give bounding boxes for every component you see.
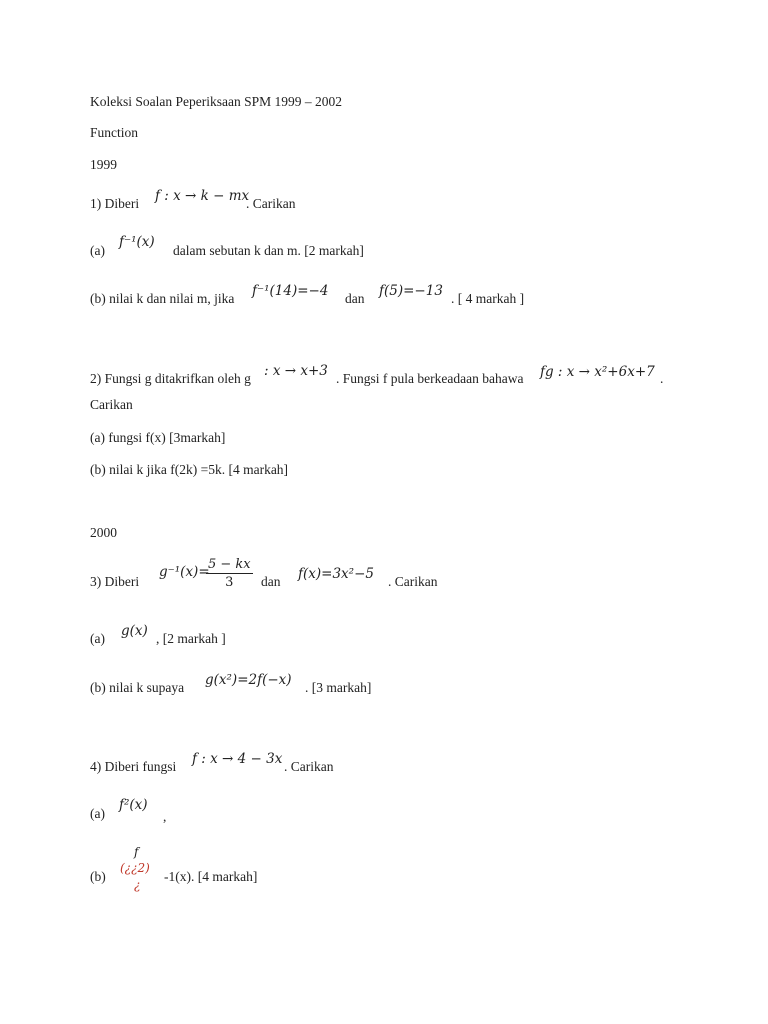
q3-label: 3) Diberi xyxy=(90,574,140,589)
q4a-label: (a) xyxy=(90,806,105,821)
q1a-expr: f⁻¹(x) xyxy=(119,234,155,250)
q2-expr2: fg : x → x²+6x+7 xyxy=(540,364,655,380)
q1-after: . Carikan xyxy=(246,196,296,211)
q1a-label: (a) xyxy=(90,243,105,258)
q2a-text: (a) fungsi f(x) [3markah] xyxy=(90,430,226,445)
q2-expr1: : x → x+3 xyxy=(264,363,328,379)
q3a-label: (a) xyxy=(90,631,105,646)
q4-label: 4) Diberi fungsi xyxy=(90,759,177,774)
q3-fexpr: f(x)=3x²−5 xyxy=(298,566,374,582)
q1-label: 1) Diberi xyxy=(90,196,140,211)
q1b-label: (b) nilai k dan nilai m, jika xyxy=(90,291,235,306)
q3-ginv: g⁻¹(x)= xyxy=(159,564,210,580)
q2-carikan: Carikan xyxy=(90,397,133,412)
document-title: Koleksi Soalan Peperiksaan SPM 1999 – 2002 xyxy=(90,94,342,109)
q1b-text: . [ 4 markah ] xyxy=(451,291,525,306)
q3-after: . Carikan xyxy=(388,574,438,589)
q4b-top: f xyxy=(134,845,139,859)
q4b-mid-text: (¿¿2) xyxy=(120,861,150,875)
year-heading-2000: 2000 xyxy=(90,525,117,540)
q2-label: 2) Fungsi g ditakrifkan oleh g xyxy=(90,371,251,386)
q3a-text: , [2 markah ] xyxy=(156,631,226,646)
q3b-expr: g(x²)=2f(−x) xyxy=(205,672,292,688)
q4a-expr: f²(x) xyxy=(119,797,148,813)
q4b-bot: ¿ xyxy=(134,878,141,892)
q1b-dan: dan xyxy=(345,291,365,306)
q4b-text: -1(x). [4 markah] xyxy=(164,869,258,884)
q3b-text: . [3 markah] xyxy=(305,680,372,695)
q3a-expr: g(x) xyxy=(121,623,148,639)
q3-dan: dan xyxy=(261,574,281,589)
q4a-text: , xyxy=(163,809,167,824)
q1a-text: dalam sebutan k dan m. [2 markah] xyxy=(173,243,364,258)
q2-end: . xyxy=(660,371,664,386)
q3-fraction xyxy=(206,557,253,590)
q3-frac-numerator: 5 − kx xyxy=(208,557,251,572)
q1b-expr2: f(5)=−13 xyxy=(379,283,443,299)
q4-expr: f : x → 4 − 3x xyxy=(192,751,283,767)
q1-expr: f : x → k − mx xyxy=(155,188,250,204)
q3b-label: (b) nilai k supaya xyxy=(90,680,185,695)
q4b-mid xyxy=(120,862,150,874)
q2b-text: (b) nilai k jika f(2k) =5k. [4 markah] xyxy=(90,462,289,477)
q4b-label: (b) xyxy=(90,869,106,884)
q3-frac-denominator: 3 xyxy=(225,575,234,590)
q1b-expr1: f⁻¹(14)=−4 xyxy=(252,283,329,299)
q2-mid: . Fungsi f pula berkeadaan bahawa xyxy=(336,371,524,386)
q4-after: . Carikan xyxy=(284,759,334,774)
year-heading-1999: 1999 xyxy=(90,157,117,172)
subject-heading: Function xyxy=(90,125,139,140)
